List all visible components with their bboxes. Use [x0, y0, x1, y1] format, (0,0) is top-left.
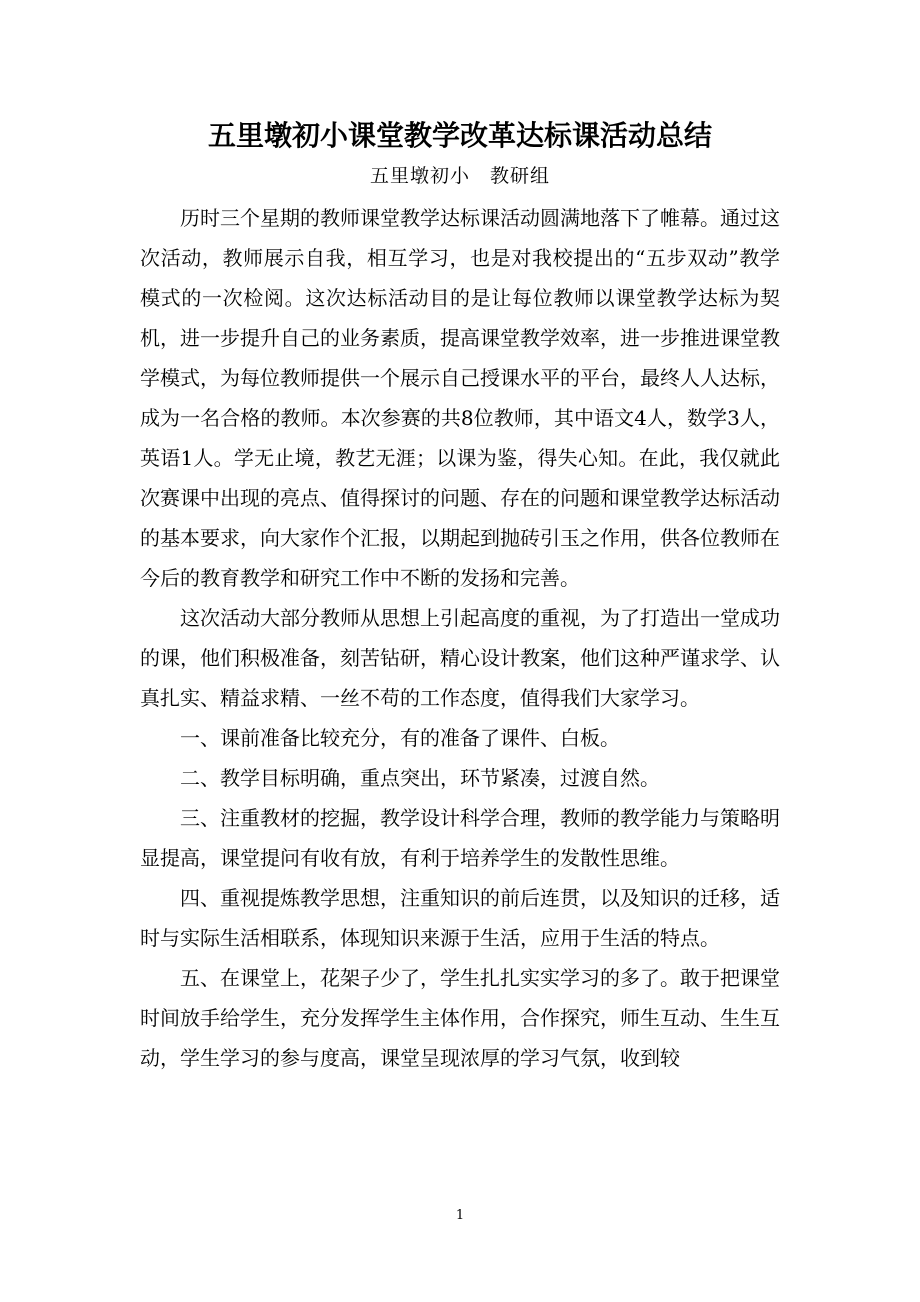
page-number: 1 [455, 1208, 465, 1223]
paragraph-point-4: 四、重视提炼教学思想，注重知识的前后连贯，以及知识的迁移，适时与实际生活相联系，体现知识来源于生活，应用于生活的特点。 [140, 886, 780, 950]
paragraph-intro: 历时三个星期的教师课堂教学达标课活动圆满地落下了帷幕。通过这次活动，教师展示自我，相互学习，也是对我校提出的“五步双动”教学模式的一次检阅。这次达标活动目的是让每位教师以课堂教学达标为契机，进一步提升自己的业务素质，提高课堂教学效率，进一步推进课堂教学模式，为每位教师提供一个展示自己授课水平的平台，最终人人达标，成为一名合格的教师。本次参赛的共8位教师，其中语文4人，数学3人，英语1人。学无止境，教艺无涯；以课为鉴，得失心知。在此，我仅就此次赛课中出现的亮点、值得探讨的问题、存在的问题和课堂教学达标活动的基本要求，向大家作个汇报，以期起到抛砖引玉之作用，供各位教师在今后的教育教学和研究工作中不断的发扬和完善。 [140, 206, 780, 590]
document-title: 五里墩初小课堂教学改革达标课活动总结 [207, 119, 712, 152]
paragraph-attitude: 这次活动大部分教师从思想上引起高度的重视，为了打造出一堂成功的课，他们积极准备，刻苦钻研，精心设计教案，他们这种严谨求学、认真扎实、精益求精、一丝不苟的工作态度，值得我们大家学习。 [140, 606, 780, 710]
paragraph-point-3: 三、注重教材的挖掘，教学设计科学合理，教师的教学能力与策略明显提高，课堂提问有收有放，有利于培养学生的发散性思维。 [140, 806, 780, 870]
document-subtitle: 五里墩初小 教研组 [369, 165, 550, 187]
paragraph-point-1: 一、课前准备比较充分，有的准备了课件、白板。 [180, 726, 620, 750]
paragraph-point-2: 二、教学目标明确，重点突出，环节紧凑，过渡自然。 [180, 766, 660, 790]
paragraph-point-5: 五、在课堂上，花架子少了，学生扎扎实实学习的多了。敢于把课堂时间放手给学生，充分发挥学生主体作用，合作探究，师生互动、生生互动，学生学习的参与度高，课堂呈现浓厚的学习气氛，收到较 [140, 966, 780, 1070]
document-body [140, 198, 780, 1078]
